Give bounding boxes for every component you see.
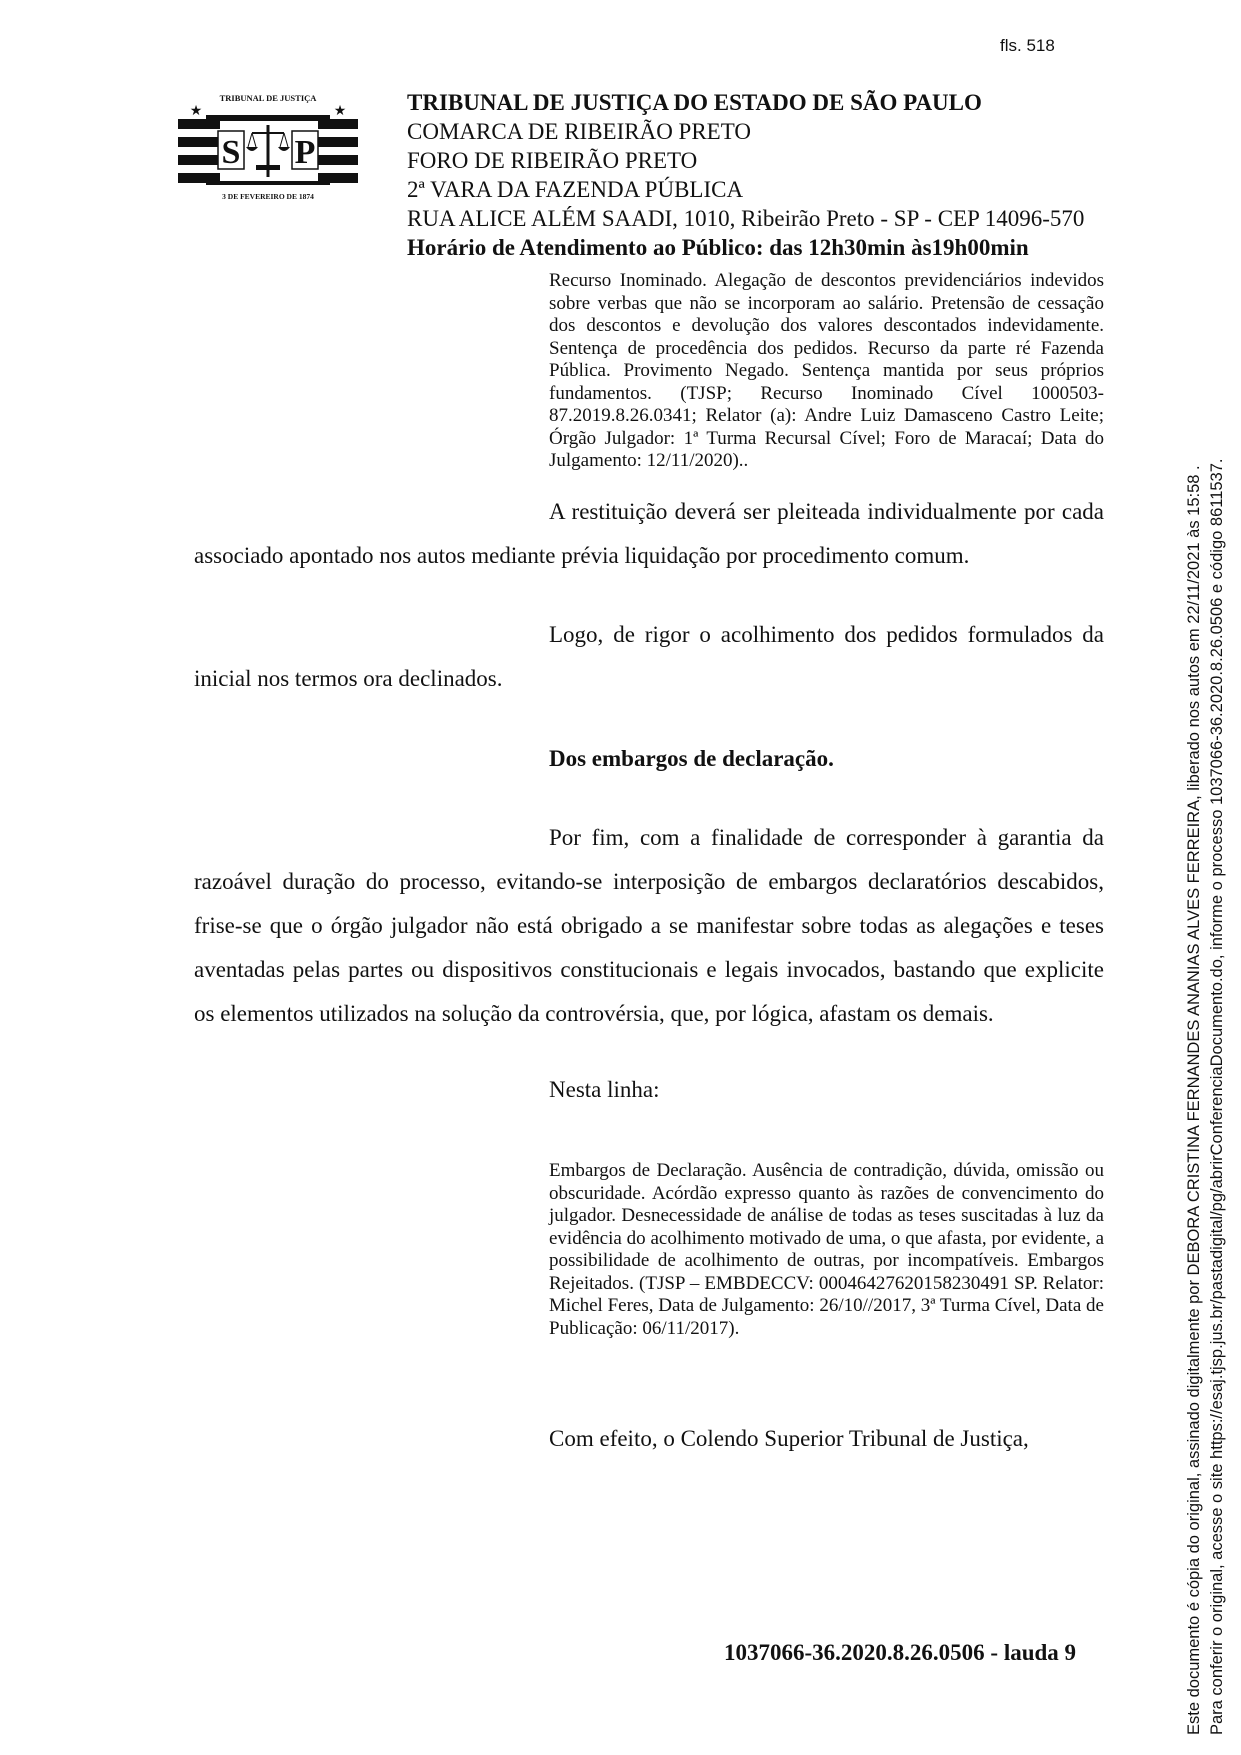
paragraph-nesta-linha: Nesta linha: — [549, 1077, 660, 1102]
process-number-footer: 1037066-36.2020.8.26.0506 - lauda 9 — [724, 1640, 1077, 1665]
comarca-line: COMARCA DE RIBEIRÃO PRETO — [407, 119, 751, 144]
foro-line: FORO DE RIBEIRÃO PRETO — [407, 148, 698, 173]
signature-line: Este documento é cópia do original, assinado digitalmente por DEBORA CRISTINA FERNANDES ANANIAS ALVES FERREIRA, liberado nos autos em 22/11/2021 às 15:58 . — [1185, 465, 1203, 1735]
logo-top-text: TRIBUNAL DE JUSTIÇA — [219, 93, 317, 103]
section-heading: Dos embargos de declaração. — [549, 746, 834, 771]
paragraph-embargos: Por fim, com a finalidade de corresponder à garantia da razoável duração do processo, evitando-se interposição de embargos declaratórios descabidos, frise-se que o órgão julgador não está obrigado a se manifestar sobre todas as alegações e teses aventadas pelas partes ou dispositivos constitucionais e legais invocados, bastando que explicite os elementos utilizados na solução da controvérsia, que, por lógica, afastam os demais. — [194, 825, 1104, 1026]
office-hours: Horário de Atendimento ao Público: das 12h30min às19h00min — [407, 235, 1029, 260]
tjsp-logo — [176, 77, 360, 205]
paragraph-restitution: A restituição deverá ser pleiteada individualmente por cada associado apontado nos autos mediante prévia liquidação por procedimento comum. — [194, 499, 1104, 568]
address-line: RUA ALICE ALÉM SAADI, 1010, Ribeirão Preto - SP - CEP 14096-570 — [407, 206, 1085, 231]
court-header — [407, 88, 1127, 262]
paragraph-conclusion: Logo, de rigor o acolhimento dos pedidos formulados da inicial nos termos ora declinados. — [194, 622, 1104, 691]
vara-line: 2ª VARA DA FAZENDA PÚBLICA — [407, 177, 744, 202]
verification-line: Para conferir o original, acesse o site https://esaj.tjsp.jus.br/pastadigital/pg/abrirConferenciaDocumento.do, informe o processo 1037066-36.2020.8.26.0506 e código 8611537. — [1208, 458, 1226, 1735]
digital-signature-note — [1183, 15, 1241, 1735]
jurisprudence-citation-1: Recurso Inominado. Alegação de descontos previdenciários indevidos sobre verbas que não se incorporam ao salário. Pretensão de cessação dos descontos e devolução dos valores descontados indevidamente. Sentença de procedência dos pedidos. Recurso da parte ré Fazenda Pública. Provimento Negado. Sentença mantida por seus próprios fundamentos. (TJSP; Recurso Inominado Cível 1000503-87.2019.8.26.0341; Relator (a): Andre Luiz Damasceno Castro Leite; Órgão Julgador: 1ª Turma Recursal Cível; Foro de Maracaí; Data do Julgamento: 12/11/2020).. — [549, 270, 1104, 471]
logo-letter-p: P — [294, 134, 316, 171]
paragraph-stj: Com efeito, o Colendo Superior Tribunal de Justiça, — [549, 1426, 1029, 1451]
court-name: TRIBUNAL DE JUSTIÇA DO ESTADO DE SÃO PAULO — [407, 90, 982, 115]
logo-letter-s: S — [221, 134, 241, 171]
jurisprudence-citation-2: Embargos de Declaração. Ausência de contradição, dúvida, omissão ou obscuridade. Acórdão expresso quanto às razões de convencimento do julgador. Desnecessidade de análise de todas as teses suscitadas à luz da evidência do acolhimento motivado de uma, o que afasta, por evidente, a possibilidade de acolhimento de outras, por incompatíveis. Embargos Rejeitados. (TJSP – EMBDECCV: 00046427620158230491 SP. Relator: Michel Feres, Data de Julgamento: 26/10//2017, 3ª Turma Cível, Data de Publicação: 06/11/2017). — [549, 1160, 1104, 1339]
svg-text:★: ★ — [333, 104, 347, 119]
logo-bottom-text: 3 DE FEVEREIRO DE 1874 — [222, 192, 314, 201]
page-number-marker: fls. 518 — [1000, 36, 1055, 55]
svg-text:★: ★ — [189, 104, 203, 119]
